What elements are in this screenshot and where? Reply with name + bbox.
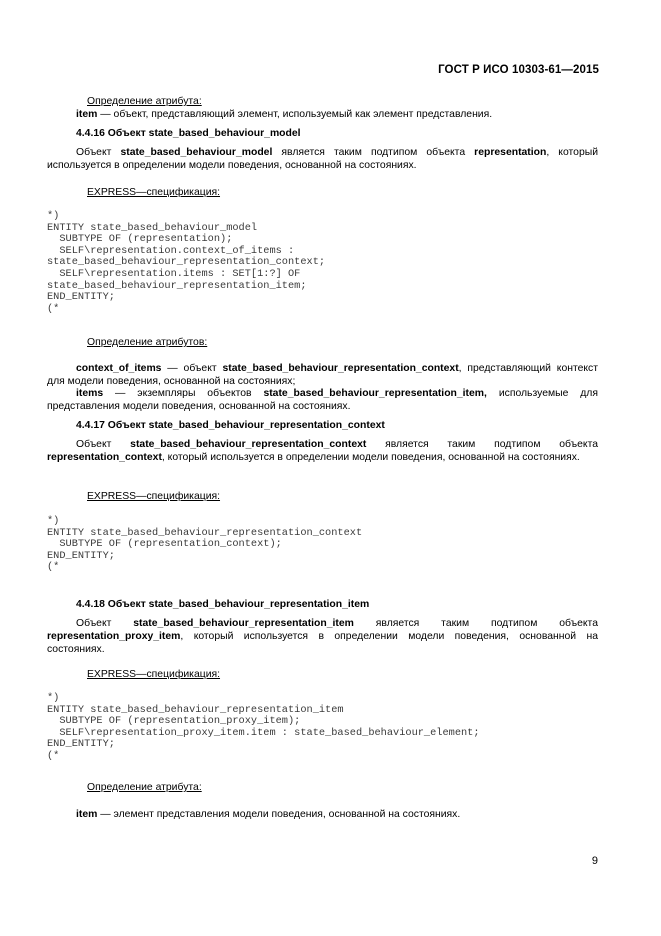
text-run: Объект — [76, 618, 134, 629]
text-run: является таким подтипом объекта — [353, 618, 598, 629]
section-4-4-16-paragraph — [47, 146, 598, 172]
item-definition — [76, 108, 492, 121]
item-description: — элемент представления модели поведения, основанной на состояниях. — [97, 809, 461, 820]
document-code-header: ГОСТ Р ИСО 10303-61—2015 — [438, 64, 599, 76]
attribute-term: items — [76, 388, 104, 399]
text-run: — экземпляры объектов — [103, 388, 264, 399]
item-term: item — [76, 809, 98, 820]
express-specification-label: EXPRESS—спецификация: — [87, 187, 221, 198]
entity-name: state_based_behaviour_representation_context — [222, 363, 459, 374]
entity-name: state_based_behaviour_representation_item — [133, 618, 354, 629]
section-4-4-18-paragraph — [47, 617, 598, 656]
attribute-term: context_of_items — [76, 363, 162, 374]
item-term: item — [76, 109, 98, 120]
page-number: 9 — [591, 855, 598, 867]
section-4-4-17-heading: 4.4.17 Объект state_based_behaviour_representation_context — [76, 420, 385, 431]
text-run: , который используется в определении модели поведения, основанной на состояниях. — [47, 147, 598, 171]
section-4-4-18-heading: 4.4.18 Объект state_based_behaviour_representation_item — [76, 599, 370, 610]
supertype-name: representation — [474, 147, 547, 158]
attributes-definition-label: Определение атрибутов: — [87, 337, 208, 348]
text-run: , который используется в определении модели поведения, основанной на состояниях. — [47, 631, 598, 655]
text-run: является таким подтипом объекта — [272, 147, 475, 158]
attribute-definition-label: Определение атрибута: — [87, 96, 202, 107]
context-of-items-definition — [47, 362, 598, 388]
text-run: является таким подтипом объекта — [366, 439, 598, 450]
item-definition — [76, 808, 460, 821]
supertype-name: representation_proxy_item — [47, 631, 181, 642]
text-run: , который используется в определении модели поведения, основанной на состояниях. — [161, 452, 580, 463]
supertype-name: representation_context — [47, 452, 162, 463]
express-code-block-representation-item: *) ENTITY state_based_behaviour_representation_item SUBTYPE OF (representation_proxy_item); SELF\representation_proxy_item.item : state_based_behaviour_element; END_ENTITY; (* — [47, 692, 480, 762]
section-4-4-16-heading: 4.4.16 Объект state_based_behaviour_model — [76, 128, 301, 139]
express-specification-label: EXPRESS—спецификация: — [87, 669, 221, 680]
text-run: , представляющий контекст для модели поведения, основанной на состояниях; — [47, 363, 598, 387]
entity-name: state_based_behaviour_representation_context — [130, 439, 367, 450]
section-4-4-17-paragraph — [47, 438, 598, 464]
express-specification-label: EXPRESS—спецификация: — [87, 491, 221, 502]
attribute-definition-label: Определение атрибута: — [87, 782, 202, 793]
items-definition — [47, 387, 598, 413]
text-run: Объект — [76, 439, 131, 450]
item-description: — объект, представляющий элемент, используемый как элемент представления. — [97, 109, 493, 120]
text-run: используемые для представления модели поведения, основанной на состояниях. — [47, 388, 599, 412]
entity-name: state_based_behaviour_model — [120, 147, 273, 158]
entity-name: state_based_behaviour_representation_item, — [263, 388, 487, 399]
express-code-block-representation-context: *) ENTITY state_based_behaviour_representation_context SUBTYPE OF (representation_context); END_ENTITY; (* — [47, 515, 363, 574]
express-code-block-state-based-behaviour-model: *) ENTITY state_based_behaviour_model SUBTYPE OF (representation); SELF\representation.context_of_items : state_based_behaviour_representation_context; SELF\representation.items : SET[1:?] OF state_based_behaviour_representation_item; END_ENTITY; (* — [47, 210, 326, 315]
text-run: Объект — [76, 147, 121, 158]
text-run: — объект — [161, 363, 223, 374]
